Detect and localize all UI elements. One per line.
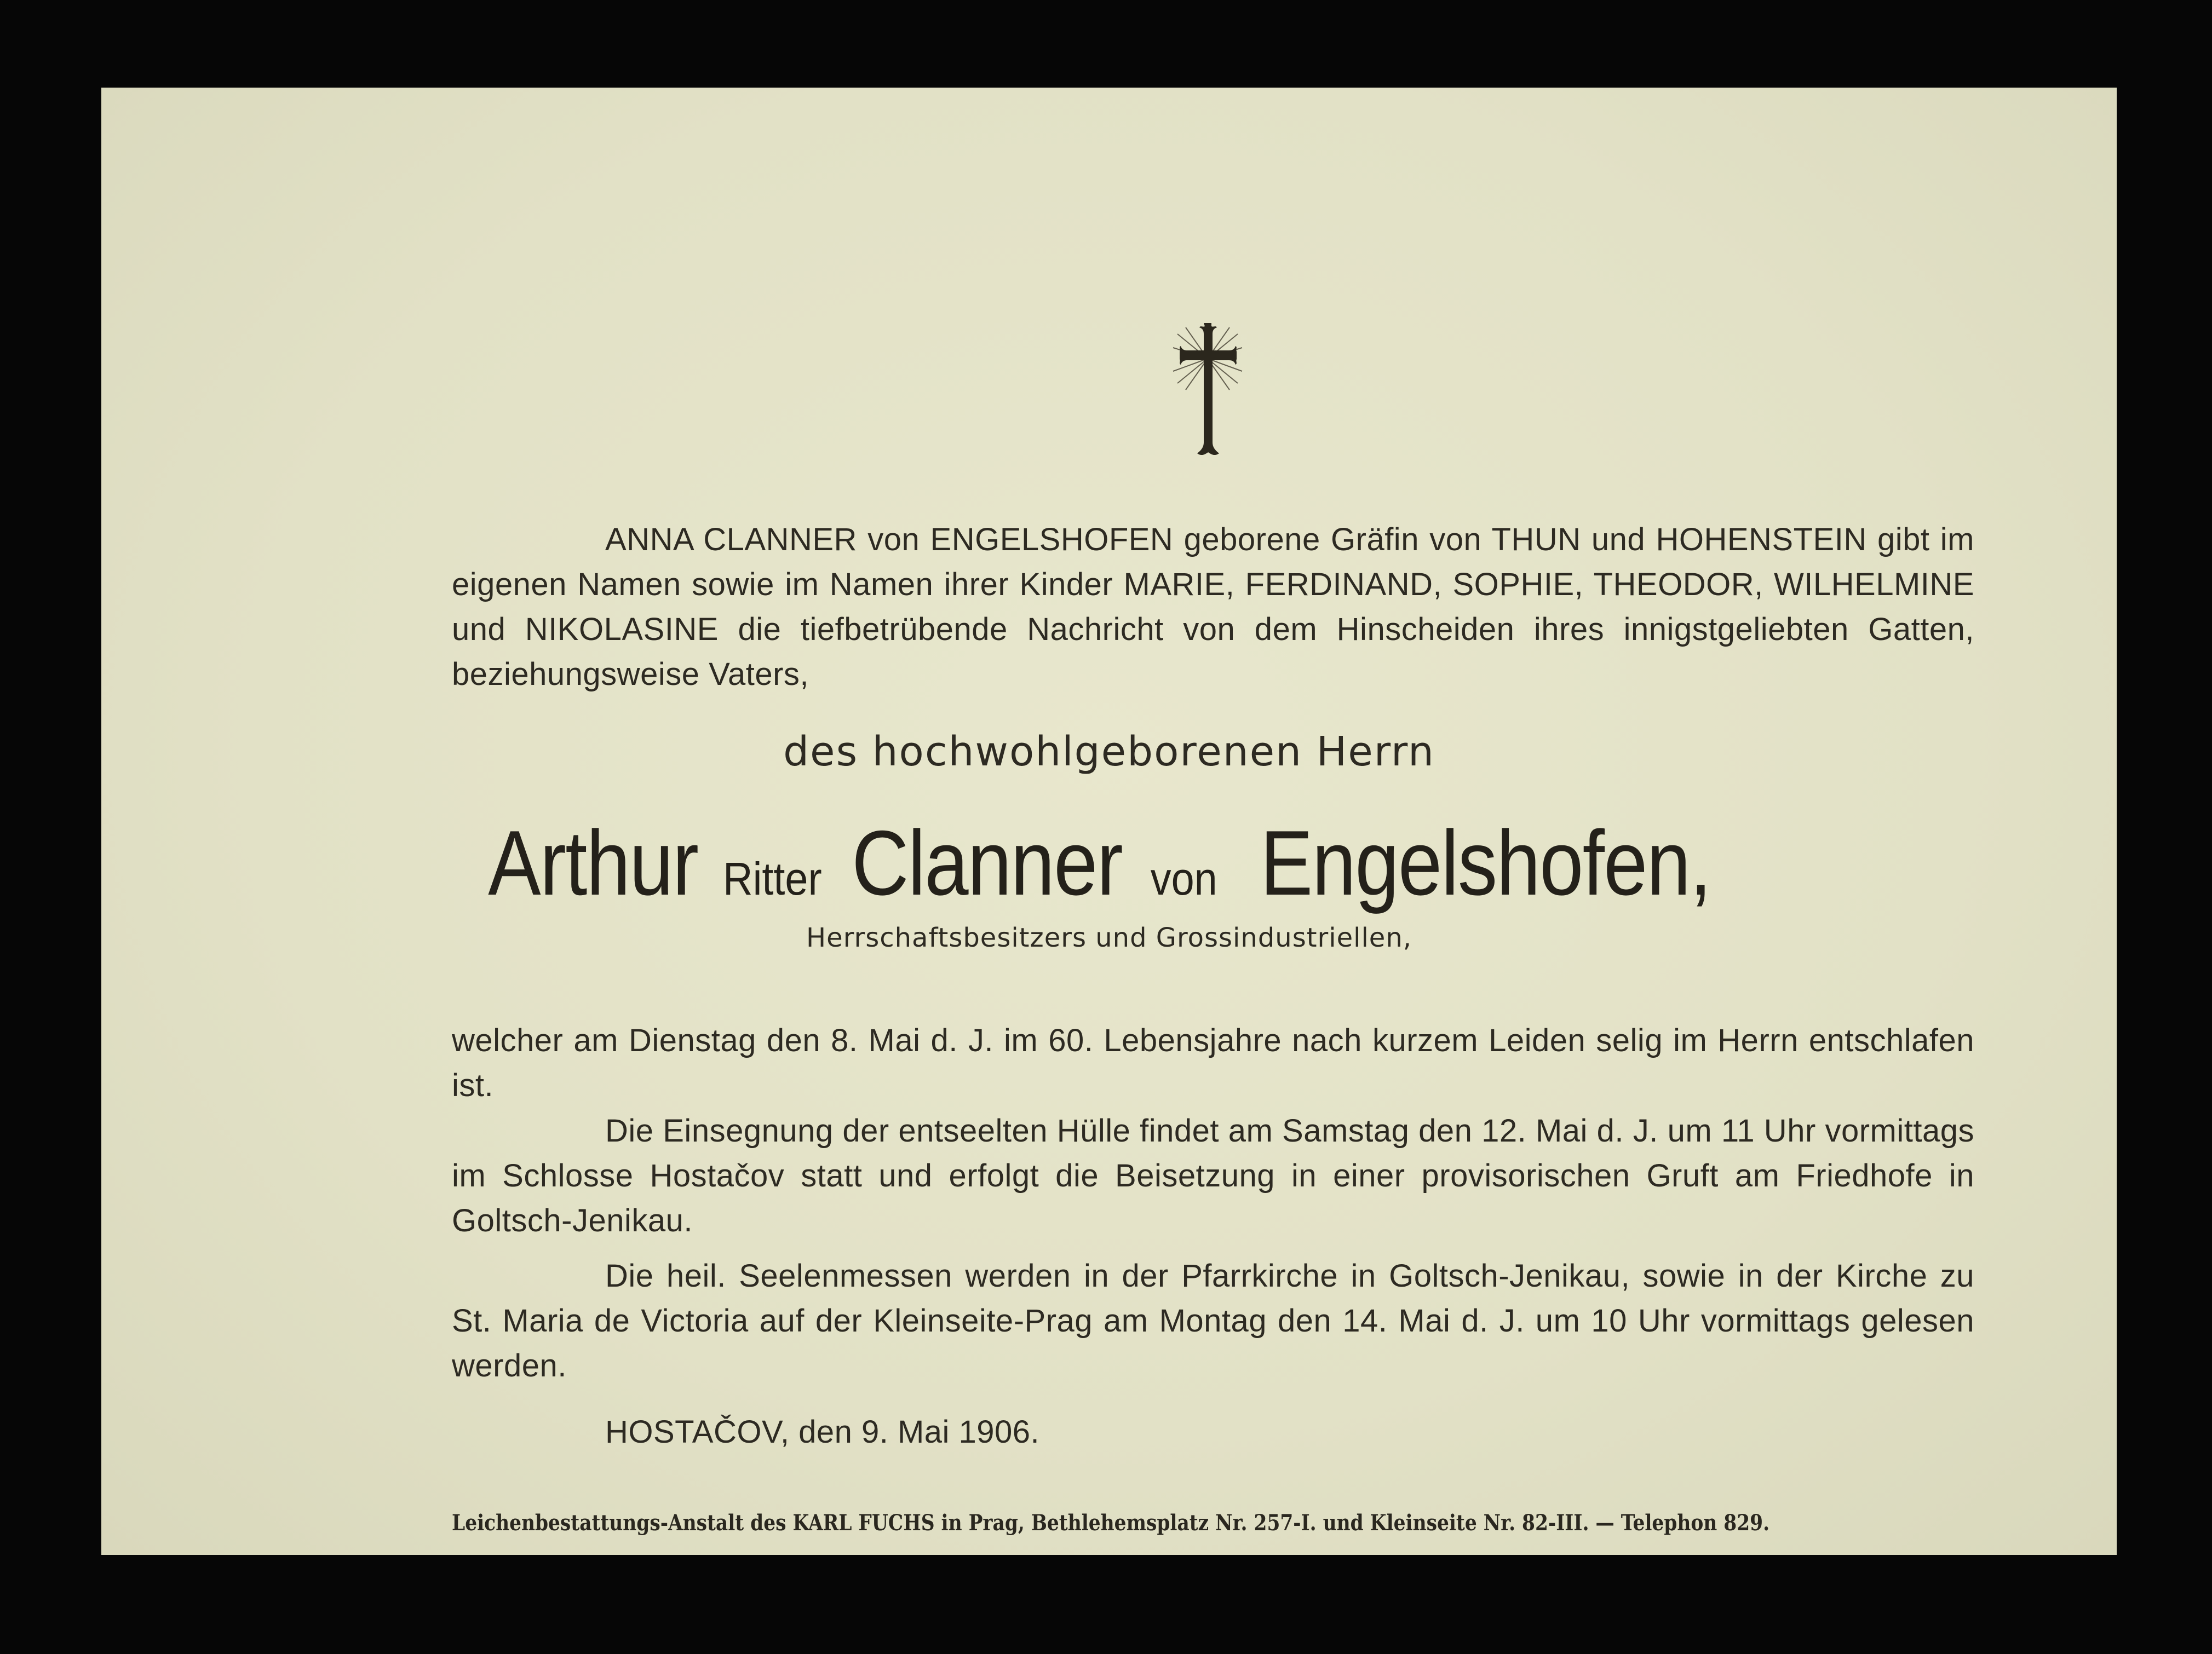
profession-line: Herrschaftsbesitzers und Grossindustriellen, — [806, 923, 1412, 953]
name-surname: Clanner — [852, 811, 1122, 914]
blessing-paragraph: Die Einsegnung der entseelten Hülle findet am Samstag den 12. Mai d. J. um 11 Uhr vormittags im Schlosse Hostačov statt und erfolgt die Beisetzung in einer provisorischen Gruft am Friedhofe in Goltsch-Jenikau. — [452, 1113, 1974, 1238]
announcement-paragraph: ANNA CLANNER von ENGELSHOFEN geborene Gräfin von THUN und HOHENSTEIN gibt im eigenen Namen sowie im Namen ihrer Kinder MARIE, FERDINAND, SOPHIE, THEODOR, WILHELMINE und NIKOLASINE die tiefbetrübende Nachricht von dem Hinscheiden ihres innigstgeliebten Gatten, beziehungsweise Vaters, — [452, 522, 1974, 692]
deceased-name — [101, 810, 2117, 916]
name-place: Engelshofen, — [1260, 811, 1711, 914]
honorific-line: des hochwohlgeborenen Herrn — [783, 728, 1435, 775]
death-paragraph: welcher am Dienstag den 8. Mai d. J. im 60. Lebensjahre nach kurzem Leiden selig im Herrn entschlafen ist. — [452, 1023, 1974, 1103]
name-title: Ritter — [722, 853, 822, 904]
name-particle: von — [1150, 853, 1217, 904]
cross-icon — [1172, 323, 1243, 465]
mourning-card — [101, 88, 2117, 1555]
masses-paragraph: Die heil. Seelenmessen werden in der Pfarrkirche in Goltsch-Jenikau, sowie in der Kirche zu St. Maria de Victoria auf der Kleinseite-Prag am Montag den 14. Mai d. J. um 10 Uhr vormittags gelesen werden. — [452, 1258, 1974, 1384]
undertaker-footer: Leichenbestattungs-Anstalt des KARL FUCHS in Prag, Bethlehemsplatz Nr. 257-I. und Kleinseite Nr. 82-III. — Telephon 829. — [452, 1510, 1770, 1536]
dateline: HOSTAČOV, den 9. Mai 1906. — [605, 1414, 1040, 1450]
name-first: Arthur — [487, 811, 698, 914]
